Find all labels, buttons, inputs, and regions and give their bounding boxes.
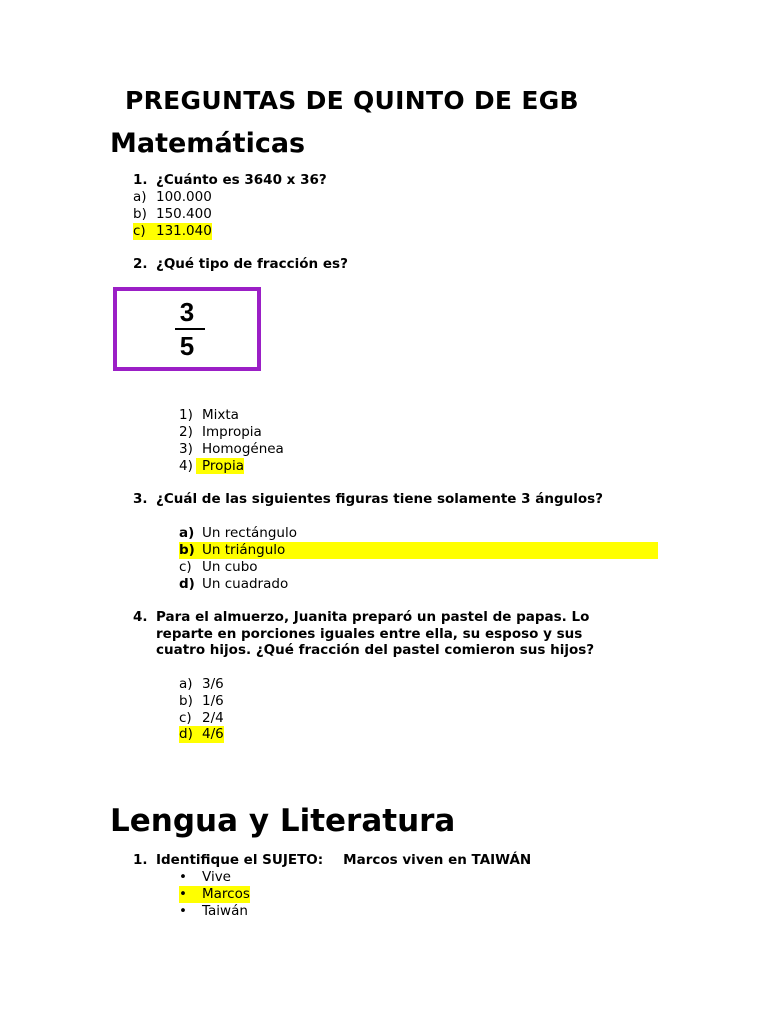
option-text: 3/6 [202, 676, 224, 692]
option-marker: a) [133, 189, 147, 205]
option-marker: a) [179, 676, 193, 692]
question-2 [133, 256, 348, 273]
section-heading-math: Matemáticas [110, 128, 306, 159]
question-number: 1. [133, 172, 148, 188]
list-item [179, 903, 248, 920]
bullet-icon: • [179, 869, 187, 885]
option-text: Vive [202, 869, 231, 885]
option-marker: d) [179, 726, 193, 742]
answer-option-correct [179, 542, 658, 559]
answer-option [179, 676, 224, 693]
answer-option [133, 206, 212, 223]
answer-option-correct [179, 726, 224, 743]
bullet-icon: • [179, 903, 187, 919]
answer-option-correct [133, 223, 212, 240]
question-number: 1. [133, 852, 148, 868]
bullet-icon: • [179, 886, 187, 902]
option-text: Un triángulo [202, 542, 286, 558]
question-number: 3. [133, 491, 148, 507]
option-marker: b) [179, 693, 193, 709]
option-marker: b) [179, 542, 195, 558]
list-item-correct [179, 886, 250, 903]
option-text: Un cubo [202, 559, 258, 575]
question-text: ¿Cuál de las siguientes figuras tiene solamente 3 ángulos? [156, 491, 603, 507]
option-marker: b) [133, 206, 147, 222]
option-marker: a) [179, 525, 195, 541]
answer-option [179, 424, 262, 441]
question-text-line: reparte en porciones iguales entre ella, su esposo y sus [156, 626, 583, 642]
answer-option [133, 189, 212, 206]
option-marker: c) [179, 559, 192, 575]
option-text: 1/6 [202, 693, 224, 709]
option-text: 150.400 [156, 206, 212, 222]
option-text: 131.040 [156, 223, 212, 239]
option-marker: d) [179, 576, 195, 592]
section-heading-lengua: Lengua y Literatura [110, 803, 456, 839]
fraction-denominator: 5 [179, 331, 195, 361]
fraction-bar [175, 328, 205, 330]
option-text: Impropia [202, 424, 262, 440]
answer-option-correct [179, 458, 244, 475]
option-text: Marcos [202, 886, 250, 902]
option-text: Homogénea [202, 441, 284, 457]
question-1 [133, 172, 327, 189]
question-text-line: Para el almuerzo, Juanita preparó un pastel de papas. Lo [156, 609, 590, 625]
option-text: Mixta [202, 407, 239, 423]
option-text: 100.000 [156, 189, 212, 205]
option-marker: 2) [179, 424, 193, 440]
answer-option [179, 525, 297, 542]
question-sentence: Marcos viven en TAIWÁN [343, 852, 532, 868]
question-text: ¿Qué tipo de fracción es? [156, 256, 348, 272]
fraction-numerator: 3 [179, 297, 195, 327]
option-marker: c) [133, 223, 146, 239]
answer-option [179, 693, 224, 710]
question-number: 4. [133, 609, 148, 625]
question-number: 2. [133, 256, 148, 272]
option-text: Taiwán [202, 903, 248, 919]
question-text: ¿Cuánto es 3640 x 36? [156, 172, 327, 188]
option-text: Un rectángulo [202, 525, 297, 541]
option-text: 4/6 [202, 726, 224, 742]
option-text: Un cuadrado [202, 576, 289, 592]
option-marker: 4) [179, 458, 193, 474]
option-marker: 1) [179, 407, 193, 423]
question-text: Identifique el SUJETO: [156, 852, 324, 868]
list-item [179, 869, 231, 886]
answer-option [179, 559, 258, 576]
answer-option [179, 710, 224, 727]
answer-option [179, 407, 239, 424]
question-3 [133, 491, 603, 508]
question-1-lengua [133, 852, 531, 869]
question-text-line: cuatro hijos. ¿Qué fracción del pastel comieron sus hijos? [156, 642, 595, 658]
page-title: PREGUNTAS DE QUINTO DE EGB [125, 86, 579, 115]
option-text: 2/4 [202, 710, 224, 726]
option-marker: c) [179, 710, 192, 726]
answer-option [179, 576, 288, 593]
fraction-image [113, 287, 261, 371]
option-text: Propia [196, 458, 244, 474]
question-4 [133, 609, 589, 626]
option-marker: 3) [179, 441, 193, 457]
answer-option [179, 441, 284, 458]
